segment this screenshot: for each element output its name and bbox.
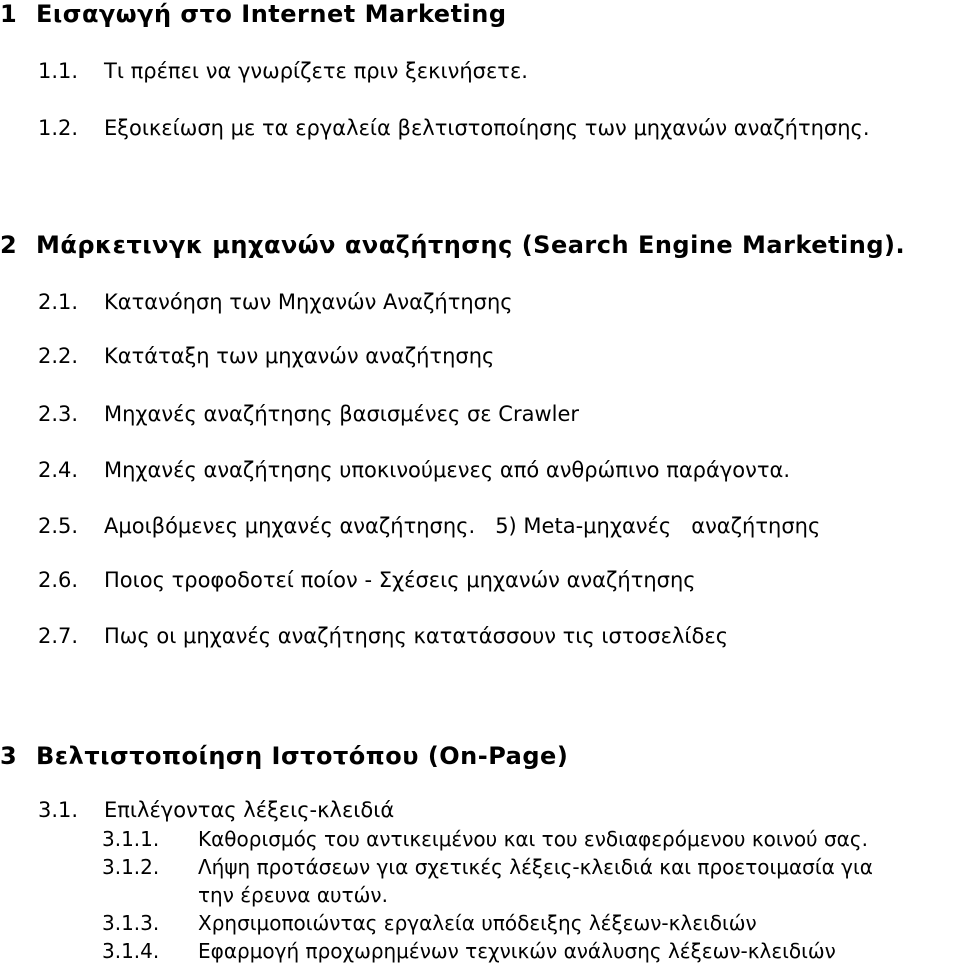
item-number: 2.3. xyxy=(38,402,79,426)
subitem-text: Εφαρμογή προχωρημένων τεχνικών ανάλυσης λέξεων-κλειδιών xyxy=(198,939,836,963)
item-number: 1.2. xyxy=(38,116,79,140)
section-title: Βελτιστοποίηση Ιστοτόπου (On-Page) xyxy=(36,742,569,770)
subitem-number: 3.1.4. xyxy=(102,939,160,963)
subitem-number: 3.1.2. xyxy=(102,855,160,879)
section-number: 1 xyxy=(0,0,18,28)
item-number: 2.4. xyxy=(38,458,79,482)
subitem-text: Χρησιμοποιώντας εργαλεία υπόδειξης λέξεων-κλειδιών xyxy=(198,911,757,935)
subitem-number: 3.1.3. xyxy=(102,911,160,935)
item-text: Μηχανές αναζήτησης υποκινούμενες από ανθρώπινο παράγοντα. xyxy=(104,458,791,482)
item-text: Κατανόηση των Μηχανών Αναζήτησης xyxy=(104,290,513,314)
item-text: Ποιος τροφοδοτεί ποίον - Σχέσεις μηχανών αναζήτησης xyxy=(104,568,696,592)
item-number: 3.1. xyxy=(38,798,79,822)
section-number: 3 xyxy=(0,742,18,770)
item-text: Κατάταξη των μηχανών αναζήτησης xyxy=(104,344,495,368)
section-title: Εισαγωγή στο Internet Marketing xyxy=(36,0,507,28)
subitem-text: Καθορισμός του αντικειμένου και του ενδιαφερόμενου κοινού σας. xyxy=(198,827,868,851)
item-text: Αμοιβόμενες μηχανές αναζήτησης. 5) Meta-μηχανές αναζήτησης xyxy=(104,514,821,538)
subitem-text: Λήψη προτάσεων για σχετικές λέξεις-κλειδιά και προετοιμασία για xyxy=(198,855,873,879)
item-text: Πως οι μηχανές αναζήτησης κατατάσσουν τις ιστοσελίδες xyxy=(104,624,729,648)
section-title: Μάρκετινγκ μηχανών αναζήτησης (Search Engine Marketing). xyxy=(36,231,906,259)
section-number: 2 xyxy=(0,231,18,259)
item-text: Μηχανές αναζήτησης βασισμένες σε Crawler xyxy=(104,402,580,426)
item-text: Επιλέγοντας λέξεις-κλειδιά xyxy=(104,798,395,822)
item-number: 2.7. xyxy=(38,624,79,648)
item-number: 2.2. xyxy=(38,344,79,368)
subitem-number: 3.1.1. xyxy=(102,827,160,851)
item-number: 1.1. xyxy=(38,59,79,83)
item-text: Εξοικείωση με τα εργαλεία βελτιστοποίησης των μηχανών αναζήτησης. xyxy=(104,116,870,140)
subitem-text-continued: την έρευνα αυτών. xyxy=(198,883,388,907)
item-number: 2.1. xyxy=(38,290,79,314)
item-number: 2.5. xyxy=(38,514,79,538)
item-number: 2.6. xyxy=(38,568,79,592)
item-text: Τι πρέπει να γνωρίζετε πριν ξεκινήσετε. xyxy=(104,59,528,83)
